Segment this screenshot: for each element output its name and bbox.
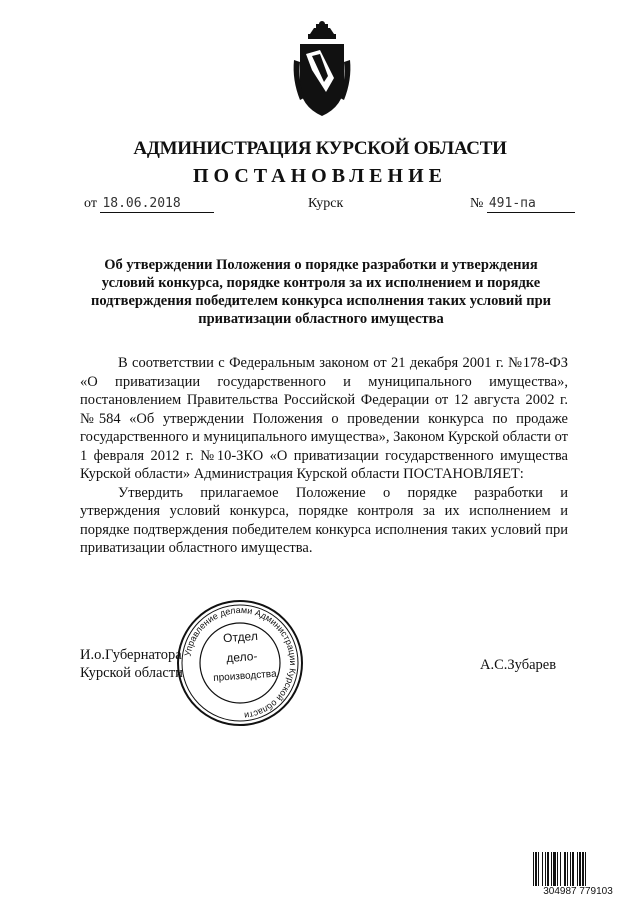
body-paragraph-2: Утвердить прилагаемое Положение о порядке разработки и утверждения условий конкурса, порядке контроля за их исполнением и порядке подтверждения победителем конкурса исполнения таких условий при приватизации областного имущества.	[80, 484, 568, 556]
document-city: Курск	[308, 196, 344, 211]
date-prefix: от	[84, 196, 97, 211]
stamp-center-line-3: производства	[212, 668, 277, 685]
signatory-title-line-2: Курской области	[80, 665, 183, 681]
signatory-name: А.С.Зубарев	[480, 657, 557, 673]
date-value: 18.06.2018	[102, 196, 181, 211]
number-prefix: №	[470, 196, 484, 211]
document-date	[84, 196, 214, 213]
stamp-center-line-1: Отдел	[222, 628, 259, 646]
stamp-ring-text: Управление делами Администрации Курской области	[182, 604, 299, 721]
barcode-number: 304987 779103	[532, 886, 624, 898]
signatory-title-line-1: И.о.Губернатора	[80, 647, 182, 663]
body-paragraph-1: В соответствии с Федеральным законом от 21 декабря 2001 г. №178-ФЗ «О приватизации государственного и муниципального имущества», постановлением Правительства Российской Федерации от 12 августа 2002 г. №584 «Об утверждении Положения о проведении конкурса по продаже государственного и муниципального имущества», Законом Курской области от 1 февраля 2012 г. №10-ЗКО «О приватизации государственного имущества Курской области» Администрация Курской области ПОСТАНОВЛЯЕТ:	[80, 355, 568, 482]
document-type: ПОСТАНОВЛЕНИЕ	[193, 165, 447, 187]
stamp-center-line-2: дело-	[225, 648, 258, 666]
document-subject: Об утверждении Положения о порядке разработки и утверждения условий конкурса, порядке контроля за их исполнением и порядке подтверждения победителем конкурса исполнения таких условий при приватизации областного имущества	[90, 257, 552, 327]
number-value: 491-па	[488, 196, 536, 211]
stamp-center	[210, 625, 277, 693]
signatory-title	[80, 646, 183, 682]
document-number	[470, 196, 575, 213]
organization-title: АДМИНИСТРАЦИЯ КУРСКОЙ ОБЛАСТИ	[133, 138, 507, 159]
coat-of-arms-icon	[290, 20, 354, 120]
document-body	[80, 354, 568, 558]
